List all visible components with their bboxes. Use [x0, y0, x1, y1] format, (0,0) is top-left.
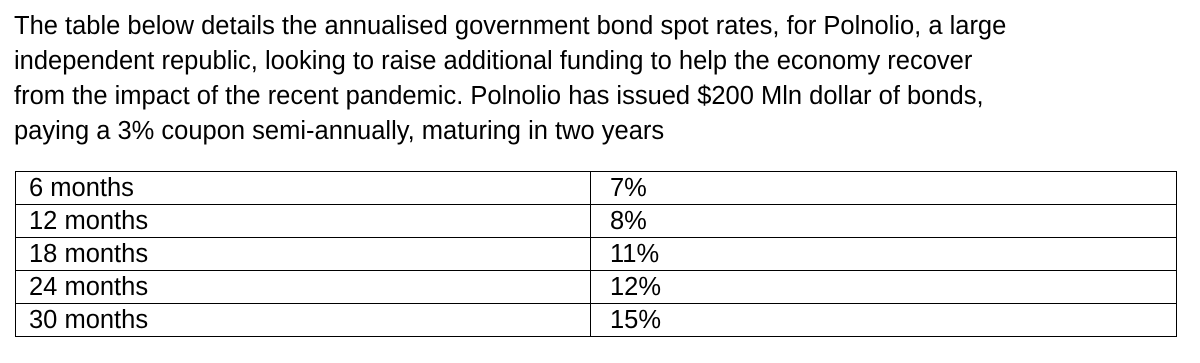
intro-line: independent republic, looking to raise additional funding to help the economy recover	[14, 47, 973, 75]
term-cell: 6 months	[16, 172, 591, 205]
intro-line: The table below details the annualised government bond spot rates, for Polnolio, a large	[14, 12, 1007, 40]
intro-line: from the impact of the recent pandemic. Polnolio has issued $200 Mln dollar of bonds,	[14, 82, 984, 110]
rate-cell: 7%	[591, 172, 1177, 205]
rate-cell: 12%	[591, 271, 1177, 304]
rate-cell: 15%	[591, 304, 1177, 337]
term-cell: 24 months	[16, 271, 591, 304]
rate-cell: 8%	[591, 205, 1177, 238]
table-row	[16, 238, 1177, 271]
rate-cell: 11%	[591, 238, 1177, 271]
table-row	[16, 304, 1177, 337]
term-cell: 30 months	[16, 304, 591, 337]
table-row	[16, 172, 1177, 205]
table-row	[16, 271, 1177, 304]
intro-paragraph	[14, 9, 1174, 149]
intro-line: paying a 3% coupon semi-annually, maturing in two years	[14, 117, 665, 145]
spot-rates-table	[15, 171, 1177, 337]
table-row	[16, 205, 1177, 238]
term-cell: 18 months	[16, 238, 591, 271]
term-cell: 12 months	[16, 205, 591, 238]
